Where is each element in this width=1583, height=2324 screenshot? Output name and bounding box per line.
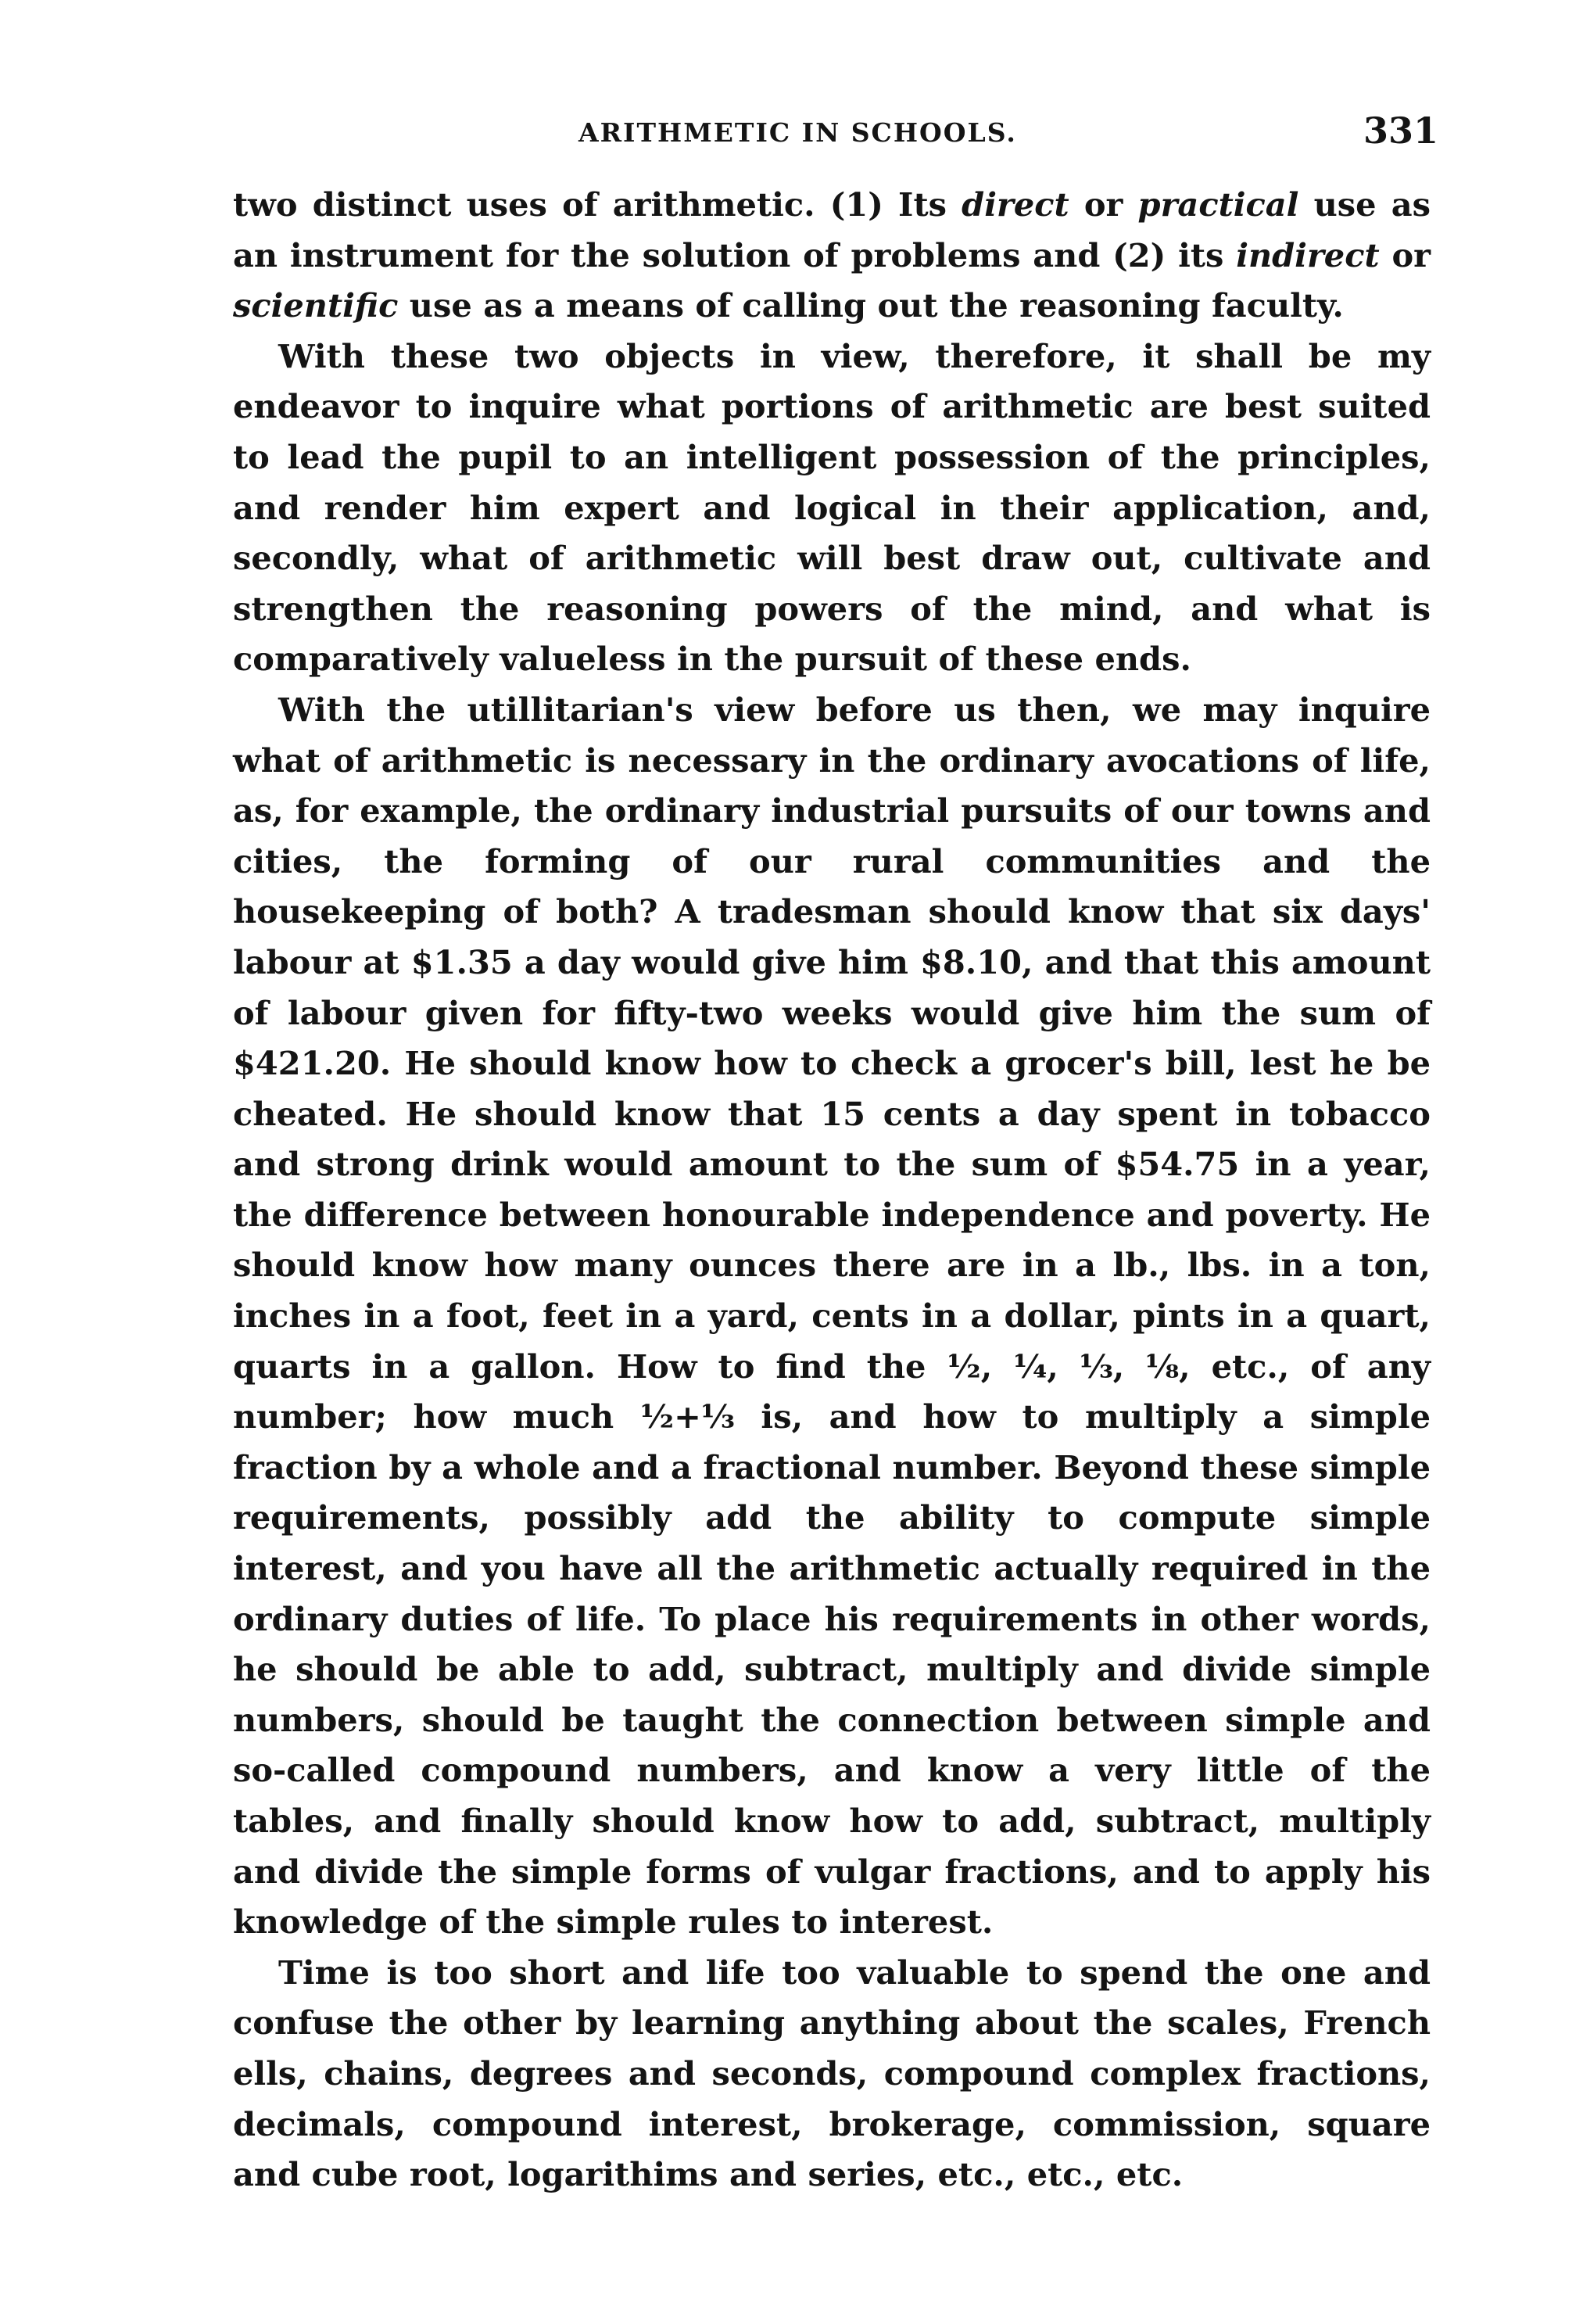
paragraph-4: Time is too short and life too valuable to spend the one and confuse the other by learning anything about the scales, French ells, chains, degrees and seconds, compound complex fractions, decimals, compound interest, brokerage, commission, square and cube root, logarithims and series, etc., etc., etc. xyxy=(233,1953,1431,2194)
paragraph-1-italic-scientific: scientific xyxy=(233,286,399,325)
paragraph-1-text-e: use as a means of calling out the reasoning faculty. xyxy=(398,286,1344,325)
paragraph-3: With the utillitarian's view before us then, we may inquire what of arithmetic is necessary in the ordinary avocations of life, as, for example, the ordinary industrial pursuits of our towns and cities, the forming of our rural communities and the housekeeping of both? A tradesman should know that six days' labour at $1.35 a day would give him $8.10, and that this amount of labour given for fifty-two weeks would give him the sum of $421.20. He should know how to check a grocer's bill, lest he be cheated. He should know that 15 cents a day spent in tobacco and strong drink would amount to the sum of $54.75 in a year, the difference between honourable independence and poverty. He should know how many ounces there are in a lb., lbs. in a ton, inches in a foot, feet in a yard, cents in a dollar, pints in a quart, quarts in a gallon. How to find the ½, ¼, ⅓, ⅛, etc., of any number; how much ½+⅓ is, and how to multiply a simple fraction by a whole and a fractional number. Beyond these simple requirements, possibly add the ability to compute simple interest, and you have all the arithmetic actually required in the ordinary duties of life. To place his requirements in other words, he should be able to add, subtract, multiply and divide simple numbers, should be taught the connection between simple and so-called compound numbers, and know a very little of the tables, and finally should know how to add, subtract, multiply and divide the simple forms of vulgar fractions, and to apply his knowledge of the simple rules to interest. xyxy=(233,690,1431,1942)
paragraph-1 xyxy=(233,180,1431,332)
running-head xyxy=(235,109,1438,156)
paragraph-1-italic-direct: direct xyxy=(962,185,1069,224)
paragraph-1-text-a: two distinct uses of arithmetic. (1) Its xyxy=(233,185,962,224)
paragraph-1-italic-indirect: indirect xyxy=(1236,235,1380,274)
running-title: ARITHMETIC IN SCHOOLS. xyxy=(578,117,1017,148)
paragraph-1-text-b: or xyxy=(1069,185,1138,224)
paragraph-1-text-d: or xyxy=(1379,235,1431,274)
page-number: 331 xyxy=(1363,109,1438,152)
paragraph-1-text-c: use as an instrument for the solution of problems and (2) its xyxy=(233,185,1431,274)
paragraph-2: With these two objects in view, therefore, it shall be my endeavor to inquire what portions of arithmetic are best suited to lead the pupil to an intelligent possession of the principles, and render him expert and logical in their application, and, secondly, what of arithmetic will best draw out, cultivate and strengthen the reasoning powers of the mind, and what is comparatively valueless in the pursuit of these ends. xyxy=(233,336,1431,679)
body-text xyxy=(233,180,1431,2200)
paragraph-1-italic-practical: practical xyxy=(1137,185,1299,224)
